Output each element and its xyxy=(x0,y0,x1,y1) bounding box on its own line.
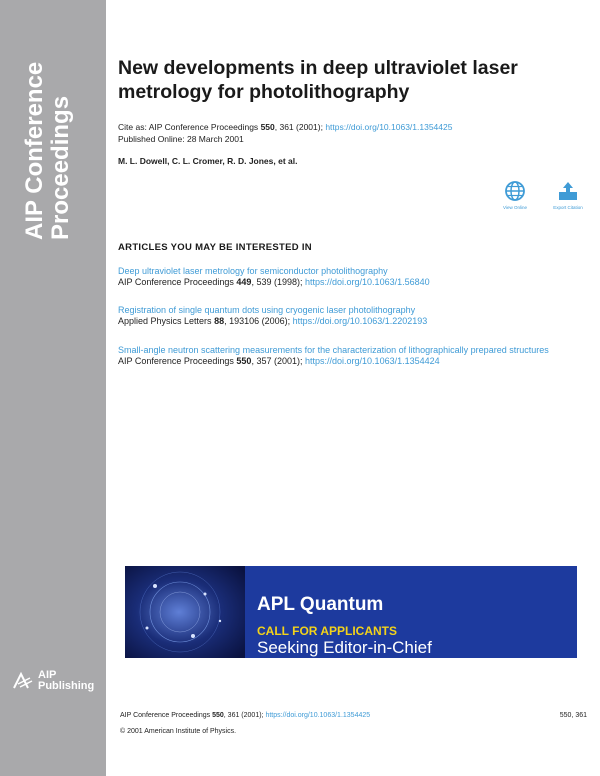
publisher-logo[interactable] xyxy=(12,670,94,692)
publisher-name-line1: AIP xyxy=(38,669,57,681)
related-article-rest: , 357 (2001); xyxy=(251,356,303,366)
related-article-rest: , 539 (1998); xyxy=(251,277,303,287)
advertisement-banner[interactable] xyxy=(125,566,577,658)
series-title xyxy=(22,40,74,240)
related-article-item xyxy=(118,345,568,367)
related-article-doi-link[interactable]: https://doi.org/10.1063/1.1354424 xyxy=(305,356,440,366)
footer-journal: AIP Conference Proceedings xyxy=(120,712,211,719)
aip-logo-icon xyxy=(12,670,34,692)
quantum-art-image xyxy=(125,566,245,658)
cite-prefix: Cite as: AIP Conference Proceedings xyxy=(118,122,259,132)
related-article-citation xyxy=(118,277,568,288)
related-article-journal: Applied Physics Letters xyxy=(118,316,212,326)
related-article-volume: 550 xyxy=(236,356,252,366)
author-list: M. L. Dowell, C. L. Cromer, R. D. Jones, et al. xyxy=(118,156,298,166)
cite-rest: , 361 (2001); xyxy=(274,122,323,132)
view-online-label: View Online xyxy=(503,205,527,210)
banner-title: APL Quantum xyxy=(257,594,384,615)
publisher-name-line2: Publishing xyxy=(38,680,95,692)
article-title: New developments in deep ultraviolet laser metrology for photolithography xyxy=(118,57,518,103)
published-date: Published Online: 28 March 2001 xyxy=(118,134,244,144)
related-articles-heading: ARTICLES YOU MAY BE INTERESTED IN xyxy=(118,242,312,253)
related-article-rest: , 193106 (2006); xyxy=(224,316,291,326)
related-article-item xyxy=(118,305,568,327)
related-article-citation xyxy=(118,356,568,367)
related-article-item xyxy=(118,266,568,288)
related-article-doi-link[interactable]: https://doi.org/10.1063/1.56840 xyxy=(305,277,430,287)
related-article-journal: AIP Conference Proceedings xyxy=(118,277,234,287)
cite-doi-link[interactable]: https://doi.org/10.1063/1.1354425 xyxy=(325,122,453,132)
view-online-button[interactable] xyxy=(490,180,540,210)
banner-call: CALL FOR APPLICANTS xyxy=(257,624,397,638)
banner-subtitle: Seeking Editor-in-Chief xyxy=(257,638,432,657)
footer-citation xyxy=(120,712,370,719)
footer-volume: 550 xyxy=(212,712,224,719)
export-citation-button[interactable] xyxy=(543,180,593,210)
export-citation-label: Export Citation xyxy=(553,205,583,210)
sidebar xyxy=(0,0,106,776)
related-article-volume: 88 xyxy=(214,316,225,326)
related-article-doi-link[interactable]: https://doi.org/10.1063/1.2202193 xyxy=(292,316,428,326)
related-article-citation xyxy=(118,316,568,327)
related-article-volume: 449 xyxy=(236,277,252,287)
footer-rest: , 361 (2001); xyxy=(223,712,264,719)
related-article-title-link[interactable]: Small-angle neutron scattering measurements for the characterization of lithographically prepared structures xyxy=(118,345,549,355)
series-title-line2: Proceedings xyxy=(47,95,74,240)
related-article-journal: AIP Conference Proceedings xyxy=(118,356,234,366)
cite-as-line xyxy=(118,122,452,133)
related-article-title-link[interactable]: Deep ultraviolet laser metrology for semiconductor photolithography xyxy=(118,266,388,276)
globe-icon xyxy=(504,180,526,202)
footer-pages: 550, 361 xyxy=(559,712,587,719)
footer-doi-link[interactable]: https://doi.org/10.1063/1.1354425 xyxy=(265,712,371,719)
related-article-title-link[interactable]: Registration of single quantum dots using cryogenic laser photolithography xyxy=(118,305,416,315)
export-icon xyxy=(557,180,579,202)
series-title-line1: AIP Conference xyxy=(21,61,48,240)
cite-volume: 550 xyxy=(260,122,275,132)
footer-copyright: © 2001 American Institute of Physics. xyxy=(120,728,237,735)
